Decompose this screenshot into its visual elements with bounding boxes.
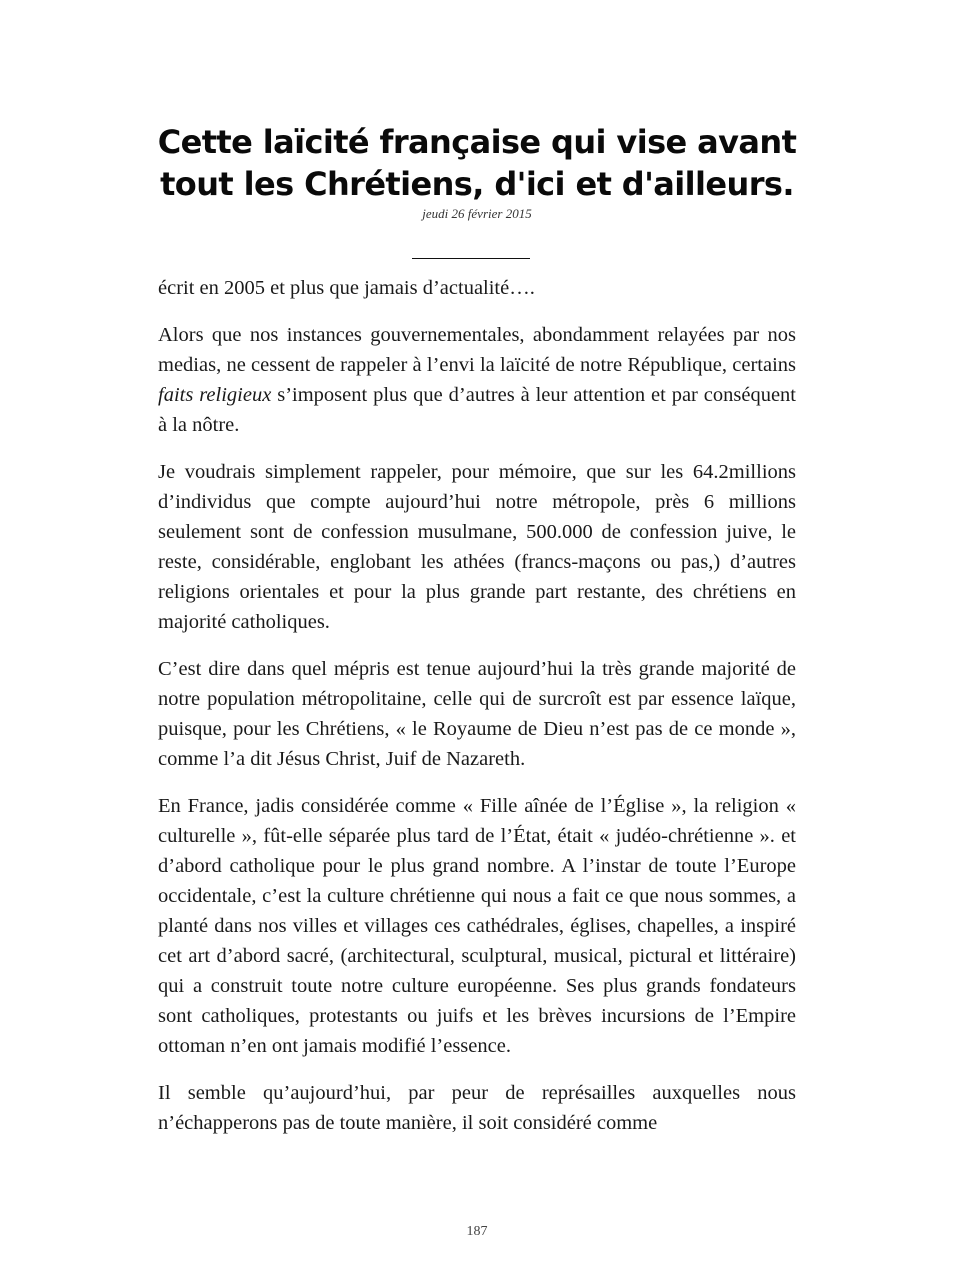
paragraph-2-end: s’imposent plus que d’autres à leur attention et par conséquent à la nôtre. xyxy=(158,384,797,436)
article-date: jeudi 26 février 2015 xyxy=(422,206,532,221)
paragraph-5: En France, jadis considérée comme « Fille aînée de l’Église », la religion « culturelle », fût-elle séparée plus tard de l’État, était « judéo-chrétienne ». et d’abord catholique pour le plus grand nombre. A l’instar de toute l’Europe occidentale, c’est la culture chrétienne qui nous a fait ce que nous sommes, a planté dans nos villes et villages ces cathédrales, églises, chapelles, a inspiré cet art d’abord sacré, (architectural, sculptural, musical, pictural et littéraire) qui a construit toute notre culture européenne. Ses plus grands fondateurs sont catholiques, protestants ou juifs et les brèves incursions de l’Empire ottoman n’en ont jamais modifié l’essence. xyxy=(158,795,796,1057)
article-body xyxy=(158,273,796,1155)
article-title: Cette laïcité française qui vise avant tout les Chrétiens, d'ici et d'ailleurs. xyxy=(157,123,797,203)
paragraph-2-emphasis: faits religieux xyxy=(158,384,272,406)
paragraph-2 xyxy=(158,320,796,440)
page-number: 187 xyxy=(466,1224,488,1239)
paragraph-6: Il semble qu’aujourd’hui, par peur de représailles auxquelles nous n’échapperons pas de toute manière, il soit considéré comme xyxy=(158,1082,796,1134)
paragraph-2-start: Alors que nos instances gouvernementales, abondamment relayées par nos medias, ne cessent de rappeler à l’envi la laïcité de notre République, certains xyxy=(158,324,796,376)
paragraph-3: Je voudrais simplement rappeler, pour mémoire, que sur les 64.2millions d’individus que compte aujourd’hui notre métropole, près 6 millions seulement sont de confession musulmane, 500.000 de confession juive, le reste, considérable, englobant les athées (francs-maçons ou pas,) d’autres religions orientales et pour la plus grande part restante, des chrétiens en majorité catholiques. xyxy=(158,461,796,633)
paragraph-1: écrit en 2005 et plus que jamais d’actualité…. xyxy=(158,277,535,299)
title-divider xyxy=(412,258,530,259)
paragraph-4: C’est dire dans quel mépris est tenue aujourd’hui la très grande majorité de notre population métropolitaine, celle qui de surcroît est par essence laïque, puisque, pour les Chrétiens, « le Royaume de Dieu n’est pas de ce monde », comme l’a dit Jésus Christ, Juif de Nazareth. xyxy=(158,658,796,770)
